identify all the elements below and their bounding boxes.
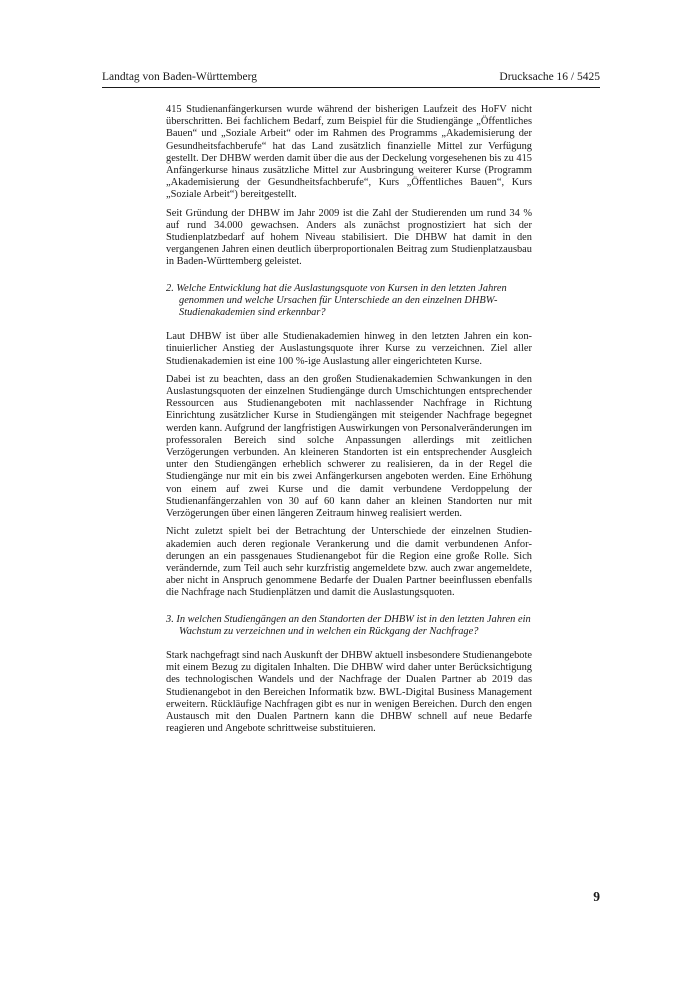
body-paragraph: Dabei ist zu beachten, dass an den großen Studienakademien Schwankungen in den Auslastungsquoten der einzelnen Studiengänge durch Umschichtungen entsprechender Ressourcen aus Studienangeboten mit nachlassender Nachfrage in Richtung Einrichtung zusätzlicher Kurse in Studiengängen mit steigender Nachfrage begegnet werden kann. Aufgrund der langfristigen Auswirkungen von Personalveränderungen im professoralen Bereich sind solche Anpassungen allerdings mit zeitlichen Verzögerungen verbunden. An kleineren Standorten ist ein entsprechender Ausgleich unter den Studiengängen erheblich schwerer zu realisieren, da in der Regel die Studiengänge nur mit ein bis zwei Anfängerkursen angeboten werden. Eine Erhöhung von einem auf zwei Kurse und die damit verbundene Verdoppelung der Studienanfängerzahlen von 30 auf 60 kann daher an kleinen Standorten nur mit Verzögerungen über einen längeren Zeitraum hinweg realisiert werden. (166, 373, 532, 520)
header-publisher: Landtag von Baden-Württemberg (102, 71, 257, 83)
body-paragraph: Nicht zuletzt spielt bei der Betrachtung der Unterschiede der einzelnen Studienakademien auch deren regionale Verankerung und die damit verbundenen Anforderungen an ein passgenaues Studienangebot für die Region eine große Rolle. Sich verändernde, zum Teil auch sehr kurzfristig angemeldete bzw. auch zwar angemeldete, aber nicht in Anspruch genommene Bedarfe der Dualen Partner beeinflussen ebenfalls die Nachfrage nach Studienplätzen und damit die Auslastungsquoten. (166, 526, 532, 599)
header-document-number: Drucksache 16 / 5425 (499, 71, 600, 83)
document-body (166, 104, 532, 741)
body-paragraph: 415 Studienanfängerkursen wurde während der bisherigen Laufzeit des HoFV nicht überschritten. Bei fachlichem Bedarf, zum Beispiel für die Studiengänge „Öffentliches Bauen“ und „Soziale Arbeit“ oder im Rahmen des Programms „Akademisierung der Gesundheitsfachberufe“ hat das Land zusätzlich finanzielle Mittel zur Verfügung gestellt. Der DHBW werden damit über die aus der Deckelung vorgesehenen bis zu 415 Anfängerkurse hinaus zusätzliche Mittel zur Ausbringung weiterer Kurse (Programm „Akademisierung der Gesundheitsfachberufe“, Kurs „Öffentliches Bauen“, Kurs „Soziale Arbeit“) bereitgestellt. (166, 104, 532, 201)
body-paragraph: Laut DHBW ist über alle Studienakademien hinweg in den letzten Jahren ein kontinuierlicher Anstieg der Auslastungsquote ihrer Kurse zu verzeichnen. Ziel aller Studienakademien ist eine 100 %-ige Auslastung aller eingerichteten Kurse. (166, 331, 532, 367)
question-paragraph: 2. Welche Entwicklung hat die Auslastungsquote von Kursen in den letzten Jahren genommen und welche Ursachen für Unterschiede an den einzelnen DHBW-Studienakademien sind erkennbar? (166, 282, 507, 319)
page-number: 9 (593, 889, 600, 904)
body-paragraph: Seit Gründung der DHBW im Jahr 2009 ist die Zahl der Studierenden um rund 34 % auf rund 34.000 gewachsen. Anders als zunächst prognostiziert hat sich der Studienplatzbedarf auf hohem Niveau stabilisiert. Die DHBW hat damit in den vergangenen Jahren einen deutlich überproportionalen Beitrag zum Studienplatzausbau in Baden-Württemberg geleistet. (166, 207, 532, 268)
page-header (102, 70, 600, 88)
body-paragraph: Stark nachgefragt sind nach Auskunft der DHBW aktuell insbesondere Studienangebote mit einem Bezug zu digitalen Inhalten. Die DHBW wird daher unter Berücksichtigung des technologischen Wandels und der Nachfrage der Dualen Partner ab 2019 das Studienangebot in den Bereichen Informatik bzw. BWL-Digital Business Management erweitern. Rückläufige Nachfragen gibt es nur in wenigen Bereichen. Durch den engen Austausch mit den Dualen Partnern kann die DHBW schnell auf neue Bedarfe reagieren und Angebote schrittweise substituieren. (166, 649, 532, 735)
question-paragraph: 3. In welchen Studiengängen an den Standorten der DHBW ist in den letzten Jahren ein Wachstum zu verzeichnen und in welchen ein Rückgang der Nachfrage? (166, 613, 531, 637)
